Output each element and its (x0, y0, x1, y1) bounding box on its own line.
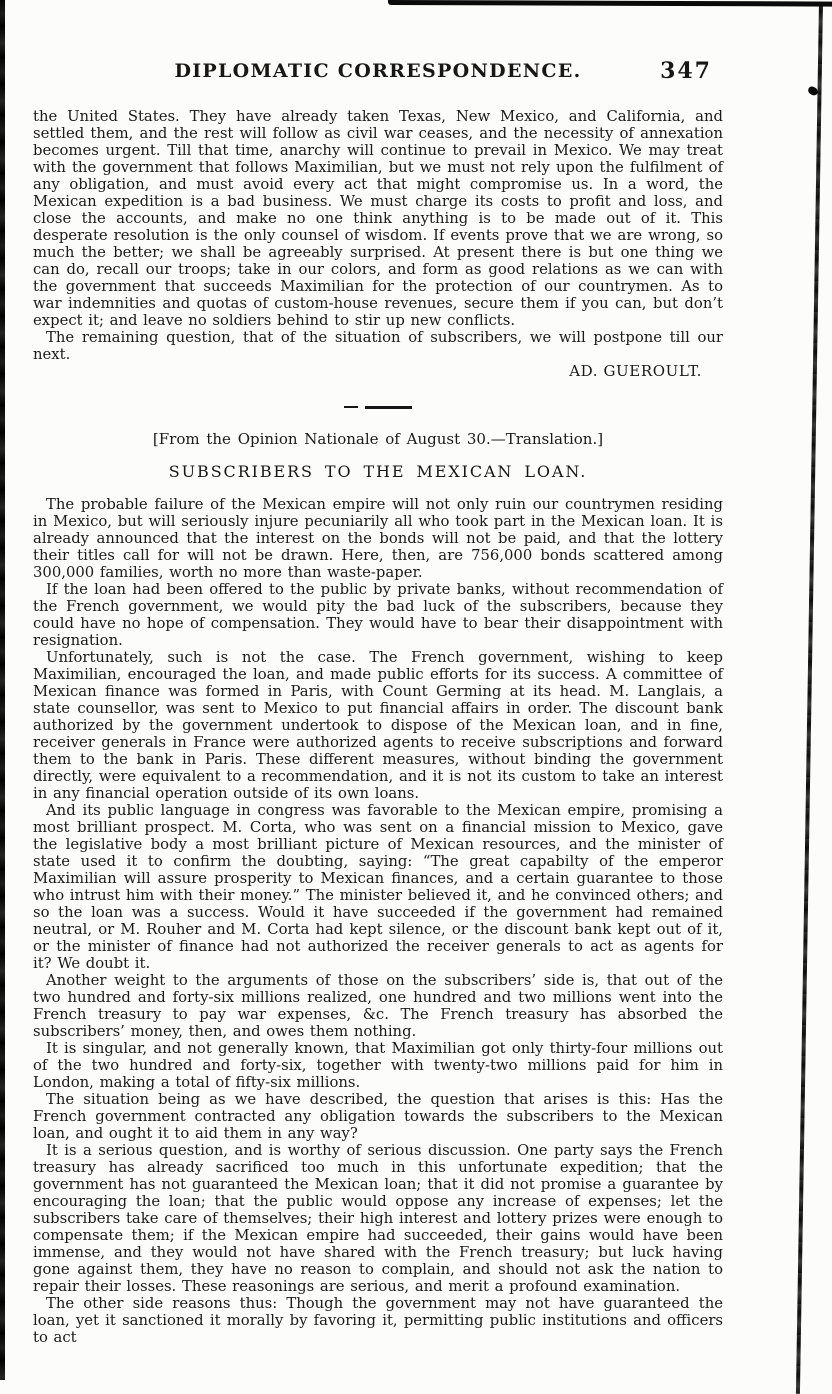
article-subscribers-mexican-loan (33, 431, 723, 1346)
paragraph: It is a serious question, and is worthy of serious discussion. One party says the French treasury has already sacrificed too much in this unfortunate expedition; that the government has not guaranteed the Mexican loan; that it did not promise a guarantee by encouraging the loan; that the public would oppose any increase of expenses; let the subscribers take care of themselves; their high interest and lottery prizes were enough to compensate them; if the Mexican empire had succeeded, their gains would have been immense, and they would not have shared with the French treasury; but luck having gone against them, they have no reason to complain, and should not ask the nation to repair their losses. These reasonings are serious, and merit a profound examination. (33, 1142, 723, 1295)
paragraph: Another weight to the arguments of those on the subscribers’ side is, that out of the two hundred and forty-six millions realized, one hundred and two millions went into the French treasury to pay war expenses, &c. The French treasury has absorbed the subscribers’ money, then, and owes them nothing. (33, 972, 723, 1040)
separator-dash-long (365, 406, 412, 409)
author-signature: AD. GUEROULT. (569, 362, 702, 380)
article-heading: SUBSCRIBERS TO THE MEXICAN LOAN. (168, 462, 588, 481)
paragraph: The situation being as we have described, the question that arises is this: Has the French government contracted any obligation towards the subscribers to the Mexican loan, and ought it to aid them in any way? (33, 1091, 723, 1142)
section-separator-rule (338, 405, 418, 409)
paragraph: The remaining question, that of the situation of subscribers, we will postpone till our next. (33, 329, 723, 363)
running-header-title: DIPLOMATIC CORRESPONDENCE. (174, 60, 582, 82)
source-attribution-line: [From the Opinion Nationale of August 30.—Translation.] (152, 430, 604, 448)
article-diplomatic-correspondence (33, 108, 723, 380)
paragraph: The probable failure of the Mexican empire will not only ruin our countrymen residing in Mexico, but will seriously injure pecuniarily all who took part in the Mexican loan. It is already announced that the interest on the bonds will not be paid, and that the lottery their titles call for will not be drawn. Here, then, are 756,000 bonds scattered among 300,000 families, worth no more than waste-paper. (33, 496, 723, 581)
paragraph: the United States. They have already taken Texas, New Mexico, and California, and settled them, and the rest will follow as civil war ceases, and the necessity of annexation becomes urgent. Till that time, anarchy will continue to prevail in Mexico. We may treat with the government that follows Maximilian, but we must not rely upon the fulfilment of any obligation, and must avoid every act that might compromise us. In a word, the Mexican expedition is a bad business. We must charge its costs to profit and loss, and close the accounts, and make no one think anything is to be made out of it. This desperate resolution is the only counsel of wisdom. If events prove that we are wrong, so much the better; we shall be agreeably surprised. At present there is but one thing we can do, recall our troops; take in our colors, and form as good relations as we can with the government that succeeds Maximilian for the protection of our countrymen. As to war indemnities and quotas of custom-house revenues, secure them if you can, but don’t expect it; and leave no soldiers behind to stir up new conflicts. (33, 108, 723, 329)
paragraph: It is singular, and not generally known, that Maximilian got only thirty-four millions out of the two hundred and forty-six, together with twenty-two millions paid for him in London, making a total of fifty-six millions. (33, 1040, 723, 1091)
page-column (33, 60, 723, 1346)
scan-binding-edge-left (0, 0, 5, 1380)
running-header (33, 60, 723, 94)
paragraph: Unfortunately, such is not the case. The French government, wishing to keep Maximilian, encouraged the loan, and made public efforts for its success. A committee of Mexican finance was formed in Paris, with Count Germing at its head. M. Langlais, a state counsellor, was sent to Mexico to put financial affairs in order. The discount bank authorized by the government undertook to dispose of the Mexican loan, and in fine, receiver generals in France were authorized agents to receive subscriptions and forward them to the bank in Paris. These different measures, without binding the government directly, were equivalent to a recommendation, and it is not its custom to take an interest in any financial operation outside of its own loans. (33, 649, 723, 802)
separator-dash-short (344, 406, 358, 408)
paragraph: And its public language in congress was favorable to the Mexican empire, promising a most brilliant prospect. M. Corta, who was sent on a financial mission to Mexico, gave the legislative body a most brilliant picture of Mexican resources, and the minister of state used it to confirm the doubting, saying: “The great capabilty of the emperor Maximilian will assure prosperity to Mexican finances, and a certain guarantee to those who intrust him with their money.” The minister believed it, and he convinced others; and so the loan was a success. Would it have succeeded if the government had remained neutral, or M. Rouher and M. Corta had kept silence, or the discount bank kept out of it, or the minister of finance had not authorized the receiver generals to act as agents for it? We doubt it. (33, 802, 723, 972)
scan-edge-right (796, 2, 823, 1394)
page-number: 347 (660, 58, 712, 84)
paragraph: The other side reasons thus: Though the government may not have guaranteed the loan, yet it sanctioned it morally by favoring it, permitting public institutions and officers to act (33, 1295, 723, 1346)
paragraph: If the loan had been offered to the public by private banks, without recommendation of the French government, we would pity the bad luck of the subscribers, because they could have no hope of compensation. They would have to bear their disappointment with resignation. (33, 581, 723, 649)
scan-edge-top (388, 0, 832, 7)
